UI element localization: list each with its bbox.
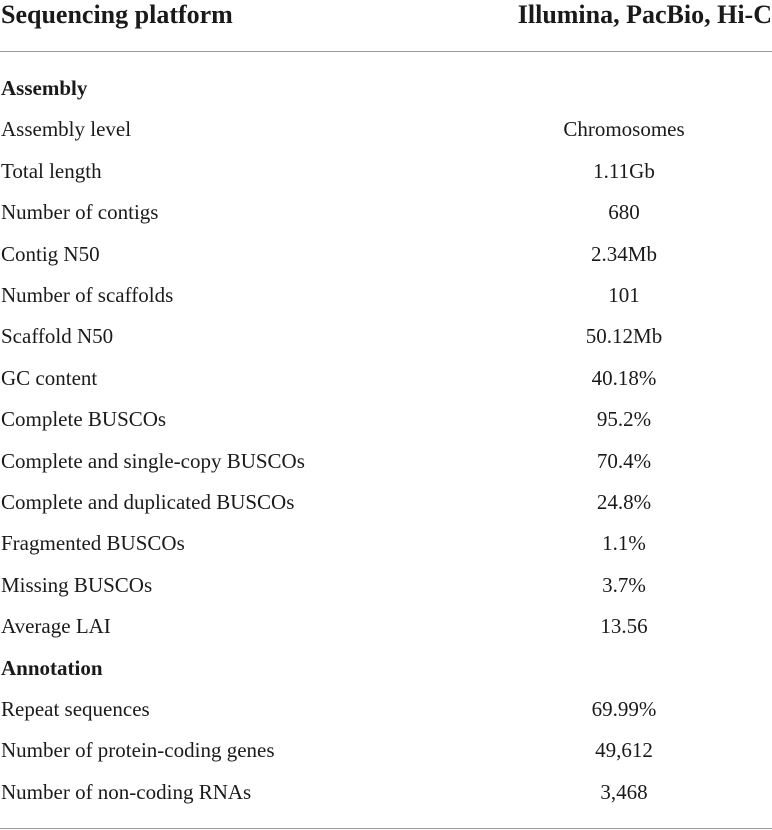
header-platform-value: Illumina, PacBio, Hi-C xyxy=(517,0,772,29)
table-row xyxy=(0,614,772,655)
row-value: 69.99% xyxy=(591,697,657,721)
section-title: Annotation xyxy=(1,656,103,680)
table-row xyxy=(0,283,772,324)
table-row xyxy=(0,366,772,407)
header-divider xyxy=(0,51,772,52)
row-value: 2.34Mb xyxy=(591,242,657,266)
header-platform-label: Sequencing platform xyxy=(1,0,233,29)
row-value: 95.2% xyxy=(596,407,652,431)
row-label: Number of protein-coding genes xyxy=(1,738,275,762)
row-value: 24.8% xyxy=(596,490,652,514)
table-row xyxy=(0,242,772,283)
row-value: 3,468 xyxy=(600,780,648,804)
table-row xyxy=(0,531,772,572)
row-label: Complete and single-copy BUSCOs xyxy=(1,449,305,473)
table-row xyxy=(0,117,772,158)
row-label: Complete BUSCOs xyxy=(1,407,167,431)
row-label: Fragmented BUSCOs xyxy=(1,531,185,555)
row-value: Chromosomes xyxy=(563,117,685,141)
bottom-divider xyxy=(0,828,772,829)
table-header xyxy=(0,0,772,52)
row-value: 70.4% xyxy=(596,449,652,473)
row-label: Number of non-coding RNAs xyxy=(1,780,252,804)
row-value: 50.12Mb xyxy=(585,324,663,348)
table-row xyxy=(0,573,772,614)
section-header-row xyxy=(0,656,772,697)
row-label: Contig N50 xyxy=(1,242,100,266)
row-label: Complete and duplicated BUSCOs xyxy=(1,490,295,514)
table-row xyxy=(0,449,772,490)
table-row xyxy=(0,738,772,779)
row-value: 101 xyxy=(608,283,640,307)
row-label: Assembly level xyxy=(1,117,132,141)
row-value: 13.56 xyxy=(600,614,648,638)
row-value: 40.18% xyxy=(591,366,657,390)
table-row xyxy=(0,407,772,448)
table-row xyxy=(0,324,772,365)
section-title: Assembly xyxy=(1,76,88,100)
table-row xyxy=(0,200,772,241)
row-value: 49,612 xyxy=(595,738,653,762)
row-label: Total length xyxy=(1,159,102,183)
row-label: Missing BUSCOs xyxy=(1,573,153,597)
table-row xyxy=(0,697,772,738)
row-value: 680 xyxy=(608,200,640,224)
row-label: GC content xyxy=(1,366,98,390)
section-header-row xyxy=(0,76,772,117)
row-label: Repeat sequences xyxy=(1,697,150,721)
table-row xyxy=(0,490,772,531)
row-value: 3.7% xyxy=(602,573,646,597)
row-label: Average LAI xyxy=(1,614,111,638)
row-label: Number of scaffolds xyxy=(1,283,174,307)
row-value: 1.11Gb xyxy=(593,159,655,183)
row-label: Scaffold N50 xyxy=(1,324,114,348)
row-value: 1.1% xyxy=(602,531,646,555)
row-label: Number of contigs xyxy=(1,200,159,224)
table-row xyxy=(0,780,772,821)
table-row xyxy=(0,159,772,200)
